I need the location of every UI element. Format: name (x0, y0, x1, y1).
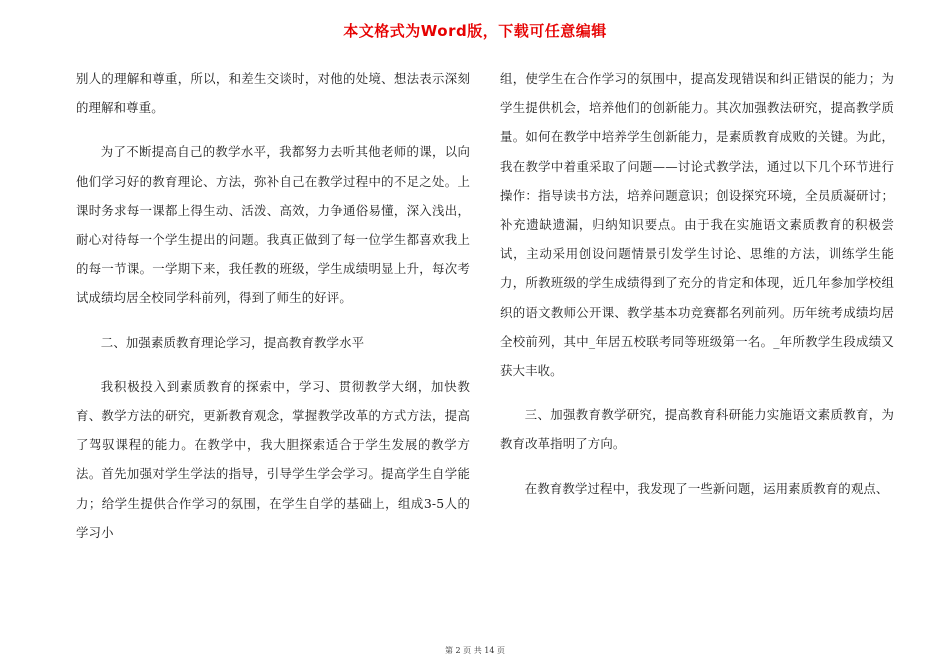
paragraph: 为了不断提高自己的教学水平，我都努力去听其他老师的课，以向他们学习好的教育理论、方法，弥补自己在教学过程中的不足之处。上课时务求每一课都上得生动、活泼、高效，力争通俗易懂，深入浅出，耐心对待每一个学生提出的问题。我真正做到了每一位学生都喜欢我上的每一节课。一学期下来，我任教的班级，学生成绩明显上升，每次考试成绩均居全校同学科前列，得到了师生的好评。 (76, 144, 470, 306)
section-heading: 二、加强素质教育理论学习，提高教育教学水平 (100, 334, 365, 350)
section-heading: 三、加强教育教学研究，提高教育科研能力实施语文素质教育，为教育改革指明了方向。 (500, 407, 894, 452)
paragraph: 组，使学生在合作学习的氛围中，提高发现错误和纠正错误的能力；为学生提供机会，培养他们的创新能力。其次加强教法研究，提高教学质量。如何在教学中培养学生创新能力，是素质教育成败的关键。为此，我在教学中着重采取了问题——讨论式教学法，通过以下几个环节进行操作：指导读书方法，培养问题意识；创设探究环境，全员质凝研讨；补充遗缺遗漏，归纳知识要点。由于我在实施语文素质教育的积极尝试，主动采用创设问题情景引发学生讨论、思维的方法，训练学生能力，所教班级的学生成绩得到了充分的肯定和体现，近几年参加学校组织的语文教师公开课、教学基本功竞赛都名列前列。历年统考成绩均居全校前列，其中_年居五校联考同等班级第一名。_年所教学生段成绩又获大丰收。 (500, 71, 894, 379)
page-header-title: 本文格式为Word版，下载可任意编辑 (343, 22, 607, 40)
paragraph: 在教育教学过程中，我发现了一些新问题，运用素质教育的观点、 (524, 480, 889, 496)
paragraph: 我积极投入到素质教育的探索中，学习、贯彻教学大纲，加快教育、教学方法的研究，更新教育观念，掌握教学改革的方式方法，提高了驾驭课程的能力。在教学中，我大胆探索适合于学生发展的教学方法。首先加强对学生学法的指导，引导学生学会学习。提高学生自学能力；给学生提供合作学习的氛围，在学生自学的基础上，组成3-5人的学习小 (76, 378, 470, 540)
left-column (76, 64, 470, 562)
paragraph: 别人的理解和尊重，所以，和差生交谈时，对他的处境、想法表示深刻的理解和尊重。 (76, 71, 470, 116)
page-number: 第 2 页 共 14 页 (445, 646, 505, 655)
right-column (500, 64, 894, 518)
